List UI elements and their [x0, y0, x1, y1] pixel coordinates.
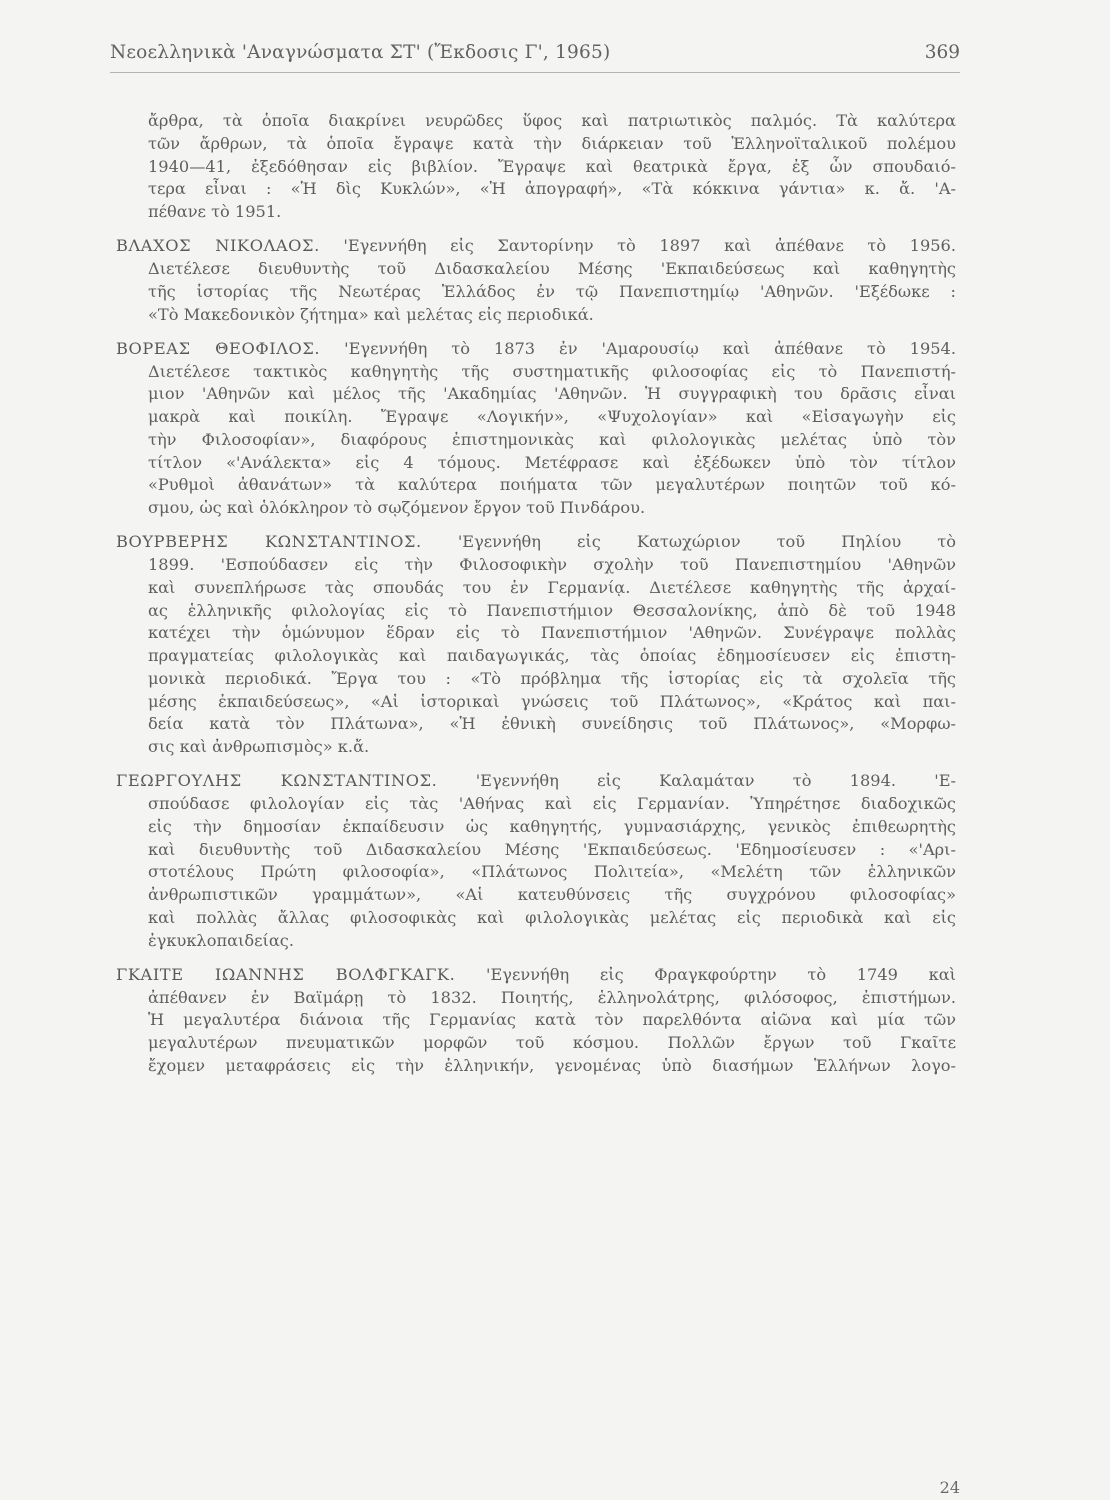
entry-first-line	[116, 338, 956, 361]
page-body	[116, 110, 957, 1078]
text-line: 1940—41, ἐξεδόθησαν εἰς βιβλίον. Ἔγραψε καὶ θεατρικὰ ἔργα, ἐξ ὧν σπουδαιό-	[148, 156, 956, 176]
entry-first-line	[116, 770, 956, 793]
text-line: ἀπέθανεν ἐν Βαϊμάρῃ τὸ 1832. Ποιητής, ἑλληνολάτρης, φιλόσοφος, ἐπιστήμων.	[148, 987, 956, 1007]
entry-name: ΓΚΑΙΤΕ ΙΩΑΝΝΗΣ ΒΟΛΦΓΚΑΓΚ.	[116, 964, 456, 984]
text-line: μιον 'Αθηνῶν καὶ μέλος τῆς 'Ακαδημίας 'Αθηνῶν. Ἡ συγγραφικὴ του δρᾶσις εἶναι	[148, 384, 956, 404]
intro-paragraph	[148, 110, 956, 224]
biography-entry	[116, 531, 956, 759]
signature-mark: 24	[939, 1478, 960, 1497]
entry-name: ΒΟΥΡΒΕΡΗΣ ΚΩΝΣΤΑΝΤΙΝΟΣ.	[116, 532, 422, 552]
text-line: σπούδασε φιλολογίαν εἰς τὰς 'Αθήνας καὶ εἰς Γερμανίαν. Ὑπηρέτησε διαδοχικῶς	[148, 794, 956, 813]
text-line: μακρὰ καὶ ποικίλη. Ἔγραψε «Λογικήν», «Ψυχολογίαν» καὶ «Εἰσαγωγὴν εἰς	[148, 407, 956, 426]
entry-first-text: 'Εγεννήθη εἰς Σαντορίνην τὸ 1897 καὶ ἀπέθανε τὸ 1956.	[343, 236, 956, 256]
text-line: «Ρυθμοὶ ἀθανάτων» τὰ καλύτερα ποιήματα τῶν μεγαλυτέρων ποιητῶν τοῦ κό-	[148, 475, 956, 495]
biography-entry	[116, 235, 956, 326]
text-line: μέσης ἐκπαιδεύσεως», «Αἱ ἱστορικαὶ γνώσεις τοῦ Πλάτωνος», «Κράτος καὶ παι-	[148, 691, 956, 711]
text-line: τερα εἶναι : «Ἡ δὶς Κυκλών», «Ἡ ἀπογραφή», «Τὰ κόκκινα γάντια» κ. ἄ. 'Α-	[148, 179, 956, 199]
header-rule	[110, 72, 960, 73]
text-line: πραγματείας φιλολογικὰς καὶ παιδαγωγικάς, τὰς ὁποίας ἐδημοσίευσεν εἰς ἐπιστη-	[148, 646, 956, 665]
text-line: σμου, ὡς καὶ ὁλόκληρον τὸ σῳζόμενον ἔργον τοῦ Πινδάρου.	[148, 498, 646, 517]
text-line: Ἡ μεγαλυτέρα διάνοια τῆς Γερμανίας κατὰ τὸν παρελθόντα αἰῶνα καὶ μία τῶν	[148, 1010, 956, 1030]
text-line: Διετέλεσε τακτικὸς καθηγητὴς τῆς συστηματικῆς φιλοσοφίας εἰς τὸ Πανεπιστή-	[148, 361, 956, 381]
biography-entry	[116, 964, 957, 1078]
text-line: ἐγκυκλοπαιδείας.	[148, 930, 294, 950]
text-line: στοτέλους Πρώτη φιλοσοφία», «Πλάτωνος Πολιτεία», «Μελέτη τῶν ἑλληνικῶν	[148, 862, 956, 882]
text-line: ας ἑλληνικῆς φιλολογίας εἰς τὸ Πανεπιστήμιον Θεσσαλονίκης, ἀπὸ δὲ τοῦ 1948	[148, 600, 956, 620]
text-line: πέθανε τὸ 1951.	[148, 202, 282, 221]
text-line: καὶ συνεπλήρωσε τὰς σπουδάς του ἐν Γερμανίᾳ. Διετέλεσε καθηγητὴς τῆς ἀρχαί-	[148, 577, 956, 597]
running-header	[110, 40, 960, 76]
entry-first-line	[116, 964, 956, 987]
entry-first-text: 'Εγεννήθη εἰς Κατωχώριον τοῦ Πηλίου τὸ	[457, 532, 956, 552]
text-line: τῆς ἱστορίας τῆς Νεωτέρας Ἑλλάδος ἐν τῷ Πανεπιστημίῳ 'Αθηνῶν. 'Εξέδωκε :	[148, 281, 956, 301]
page-number: 369	[924, 42, 960, 63]
biography-entry	[116, 338, 956, 520]
text-line: τῶν ἄρθρων, τὰ ὁποῖα ἔγραψε κατὰ τὴν διάρκειαν τοῦ Ἑλληνοϊταλικοῦ πολέμου	[148, 133, 956, 153]
text-line: σις καὶ ἀνθρωπισμὸς» κ.ἄ.	[148, 737, 370, 756]
biography-entry	[116, 770, 956, 952]
text-line: ἀνθρωπιστικῶν γραμμάτων», «Αἱ κατευθύνσεις τῆς συγχρόνου φιλοσοφίας»	[148, 885, 956, 904]
text-line: εἰς τὴν δημοσίαν ἐκπαίδευσιν ὡς καθηγητής, γυμνασιάρχης, γενικὸς ἐπιθεωρητὴς	[148, 816, 956, 836]
text-line: καὶ διευθυντὴς τοῦ Διδασκαλείου Μέσης 'Εκπαιδεύσεως. 'Εδημοσίευσεν : «'Αρι-	[148, 839, 956, 859]
entry-first-line	[116, 531, 956, 554]
entry-name: ΓΕΩΡΓΟΥΛΗΣ ΚΩΝΣΤΑΝΤΙΝΟΣ.	[116, 771, 438, 791]
text-line: ἔχομεν μεταφράσεις εἰς τὴν ἑλληνικήν, γενομένας ὑπὸ διασήμων Ἑλλήνων λογο-	[148, 1055, 956, 1075]
entry-first-text: 'Εγεννήθη εἰς Φραγκφούρτην τὸ 1749 καὶ	[486, 964, 957, 984]
text-line: μονικὰ περιοδικά. Ἔργα του : «Τὸ πρόβλημα τῆς ἱστορίας εἰς τὰ σχολεῖα τῆς	[148, 668, 956, 688]
header-title: Νεοελληνικὰ 'Αναγνώσματα ΣΤ' (Ἔκδοσις Γ', 1965)	[110, 42, 611, 63]
text-line: ἄρθρα, τὰ ὁποῖα διακρίνει νευρῶδες ὕφος καὶ πατριωτικὸς παλμός. Τὰ καλύτερα	[148, 111, 956, 130]
text-line: τὴν Φιλοσοφίαν», διαφόρους ἐπιστημονικὰς καὶ φιλολογικὰς μελέτας ὑπὸ τὸν	[148, 429, 956, 449]
entry-first-text: 'Εγεννήθη τὸ 1873 ἐν 'Αμαρουσίῳ καὶ ἀπέθανε τὸ 1954.	[344, 338, 956, 358]
text-line: καὶ πολλὰς ἄλλας φιλοσοφικὰς καὶ φιλολογικὰς μελέτας εἰς περιοδικὰ καὶ εἰς	[148, 907, 956, 927]
text-line: «Τὸ Μακεδονικὸν ζήτημα» καὶ μελέτας εἰς περιοδικά.	[148, 304, 594, 324]
entry-first-text: 'Εγεννήθη εἰς Καλαμάταν τὸ 1894. 'Ε-	[475, 771, 956, 791]
text-line: Διετέλεσε διευθυντὴς τοῦ Διδασκαλείου Μέσης 'Εκπαιδεύσεως καὶ καθηγητὴς	[148, 259, 956, 278]
text-line: τίτλον «'Ανάλεκτα» εἰς 4 τόμους. Μετέφρασε καὶ ἐξέδωκεν ὑπὸ τὸν τίτλον	[148, 452, 956, 472]
text-line: δεία κατὰ τὸν Πλάτωνα», «Ἡ ἐθνικὴ συνείδησις τοῦ Πλάτωνος», «Μορφω-	[148, 714, 956, 734]
text-line: 1899. 'Εσπούδασεν εἰς τὴν Φιλοσοφικὴν σχολὴν τοῦ Πανεπιστημίου 'Αθηνῶν	[148, 555, 956, 574]
entry-first-line	[116, 235, 956, 258]
entry-name: ΒΛΑΧΟΣ ΝΙΚΟΛΑΟΣ.	[116, 236, 320, 256]
text-line: μεγαλυτέρων πνευματικῶν μορφῶν τοῦ κόσμου. Πολλῶν ἔργων τοῦ Γκαῖτε	[148, 1033, 956, 1052]
entry-name: ΒΟΡΕΑΣ ΘΕΟΦΙΛΟΣ.	[116, 338, 321, 358]
text-line: κατέχει τὴν ὁμώνυμον ἕδραν εἰς τὸ Πανεπιστήμιον 'Αθηνῶν. Συνέγραψε πολλὰς	[148, 623, 956, 643]
